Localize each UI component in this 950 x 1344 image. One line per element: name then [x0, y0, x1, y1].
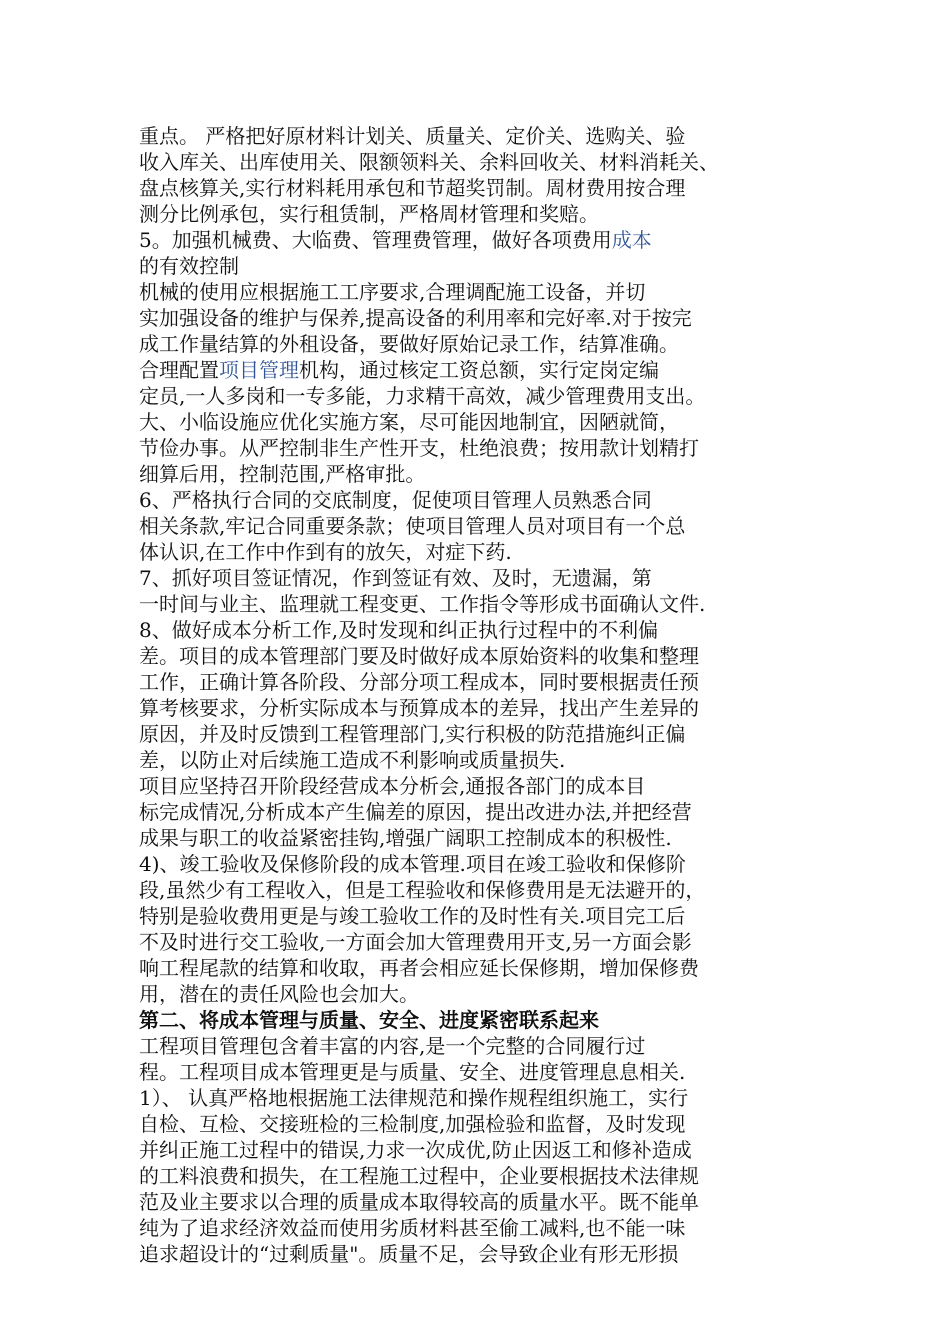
text-segment: 原因，并及时反馈到工程管理部门,实行积极的防范措施纠正偏: [139, 722, 686, 746]
text-line: [139, 903, 819, 929]
text-line: [139, 617, 819, 643]
text-segment: 合理配置: [139, 358, 219, 382]
text-line: [139, 1241, 819, 1267]
text-segment: 成果与职工的收益紧密挂钩,增强广阔职工控制成本的积极性.: [139, 826, 672, 850]
text-segment: 工程项目管理包含着丰富的内容,是一个完整的合同履行过: [139, 1034, 646, 1058]
inline-link[interactable]: 项目管理: [219, 358, 299, 382]
text-segment: 段,虽然少有工程收入，但是工程验收和保修费用是无法避开的，: [139, 878, 706, 902]
text-line: [139, 565, 819, 591]
text-segment: 用，潜在的责任风险也会加大。: [139, 982, 419, 1006]
text-segment: 特别是验收费用更是与竣工验收工作的及时性有关.项目完工后: [139, 904, 686, 928]
text-segment: 6、严格执行合同的交底制度，促使项目管理人员熟悉合同: [139, 488, 652, 512]
text-line: [139, 851, 819, 877]
text-segment: 并纠正施工过程中的错误,力求一次成优,防止因返工和修补造成: [139, 1138, 692, 1162]
text-line: [139, 721, 819, 747]
text-line: [139, 591, 819, 617]
text-line: [139, 773, 819, 799]
text-segment: 节俭办事。从严控制非生产性开支，杜绝浪费；按用款计划精打: [139, 436, 699, 460]
text-segment: 5。加强机械费、大临费、管理费管理，做好各项费用: [139, 228, 612, 252]
text-segment: 定员,一人多岗和一专多能，力求精干高效，减少管理费用支出。: [139, 384, 706, 408]
text-segment: 差。项目的成本管理部门要及时做好成本原始资料的收集和整理: [139, 644, 699, 668]
text-line: [139, 1163, 819, 1189]
text-line: [139, 487, 819, 513]
text-segment: 机构，通过核定工资总额，实行定岗定编: [299, 358, 659, 382]
text-line: [139, 513, 819, 539]
text-segment: 体认识,在工作中作到有的放矢，对症下药.: [139, 540, 512, 564]
text-line: [139, 123, 819, 149]
text-segment: 1）、 认真严格地根据施工法律规范和操作规程组织施工，实行: [139, 1086, 689, 1110]
text-segment: 相关条款,牢记合同重要条款；使项目管理人员对项目有一个总: [139, 514, 686, 538]
text-segment: 响工程尾款的结算和收取，再者会相应延长保修期，增加保修费: [139, 956, 699, 980]
text-line: [139, 1085, 819, 1111]
text-line: [139, 1137, 819, 1163]
text-segment: 收入库关、出库使用关、限额领料关、余料回收关、材料消耗关、: [139, 150, 719, 174]
text-segment: 实加强设备的维护与保养,提高设备的利用率和完好率.对于按完: [139, 306, 692, 330]
inline-link[interactable]: 成本: [611, 228, 652, 252]
text-line: [139, 1189, 819, 1215]
text-segment: 算考核要求，分析实际成本与预算成本的差异，找出产生差异的: [139, 696, 699, 720]
text-segment: 范及业主要求以合理的质量成本取得较高的质量水平。既不能单: [139, 1190, 699, 1214]
text-line: [139, 643, 819, 669]
text-segment: 一时间与业主、监理就工程变更、工作指令等形成书面确认文件.: [139, 592, 706, 616]
text-line: [139, 799, 819, 825]
text-line: [139, 461, 819, 487]
text-segment: 差，以防止对后续施工造成不利影响或质量损失.: [139, 748, 566, 772]
text-segment: 4)、竣工验收及保修阶段的成本管理.项目在竣工验收和保修阶: [139, 852, 686, 876]
text-segment: 细算后用，控制范围,严格审批。: [139, 462, 426, 486]
text-line: [139, 227, 819, 253]
text-line: [139, 1059, 819, 1085]
text-line: [139, 201, 819, 227]
text-line: [139, 305, 819, 331]
text-segment: 项目应坚持召开阶段经营成本分析会,通报各部门的成本目: [139, 774, 646, 798]
text-segment: 标完成情况,分析成本产生偏差的原因，提出改进办法,并把经营: [139, 800, 692, 824]
section-heading: 第二、将成本管理与质量、安全、进度紧密联系起来: [139, 1008, 599, 1032]
text-line: [139, 1007, 819, 1033]
text-segment: 程。工程项目成本管理更是与质量、安全、进度管理息息相关.: [139, 1060, 686, 1084]
text-segment: 机械的使用应根据施工工序要求,合理调配施工设备，并切: [139, 280, 646, 304]
text-line: [139, 149, 819, 175]
text-line: [139, 669, 819, 695]
text-line: [139, 383, 819, 409]
text-segment: 自检、互检、交接班检的三检制度,加强检验和监督，及时发现: [139, 1112, 686, 1136]
text-segment: 的工料浪费和损失，在工程施工过程中，企业要根据技术法律规: [139, 1164, 699, 1188]
text-line: [139, 331, 819, 357]
text-line: [139, 253, 819, 279]
text-segment: 工作，正确计算各阶段、分部分项工程成本，同时要根据责任预: [139, 670, 699, 694]
text-segment: 7、抓好项目签证情况，作到签证有效、及时，无遗漏，第: [139, 566, 652, 590]
text-line: [139, 929, 819, 955]
text-line: [139, 747, 819, 773]
text-segment: 不及时进行交工验收,一方面会加大管理费用开支,另一方面会影: [139, 930, 692, 954]
document-body: [139, 123, 819, 1267]
text-line: [139, 175, 819, 201]
text-line: [139, 1215, 819, 1241]
text-line: [139, 955, 819, 981]
text-line: [139, 435, 819, 461]
text-segment: 纯为了追求经济效益而使用劣质材料甚至偷工减料,也不能一味: [139, 1216, 686, 1240]
text-line: [139, 279, 819, 305]
text-segment: 大、小临设施应优化实施方案，尽可能因地制宜，因陋就简，: [139, 410, 679, 434]
text-line: [139, 825, 819, 851]
text-segment: 测分比例承包，实行租赁制，严格周材管理和奖赔。: [139, 202, 599, 226]
text-line: [139, 695, 819, 721]
text-segment: 8、做好成本分析工作,及时发现和纠正执行过程中的不利偏: [139, 618, 659, 642]
text-line: [139, 981, 819, 1007]
text-segment: 成工作量结算的外租设备，要做好原始记录工作，结算准确。: [139, 332, 679, 356]
text-segment: 盘点核算关,实行材料耗用承包和节超奖罚制。周材费用按合理: [139, 176, 686, 200]
text-segment: 追求超设计的“过剩质量"。质量不足，会导致企业有形无形损: [139, 1242, 679, 1266]
text-line: [139, 409, 819, 435]
text-line: [139, 1033, 819, 1059]
text-line: [139, 1111, 819, 1137]
text-segment: 重点。 严格把好原材料计划关、质量关、定价关、选购关、验: [139, 124, 686, 148]
text-line: [139, 877, 819, 903]
text-line: [139, 357, 819, 383]
text-line: [139, 539, 819, 565]
text-segment: 的有效控制: [139, 254, 239, 278]
